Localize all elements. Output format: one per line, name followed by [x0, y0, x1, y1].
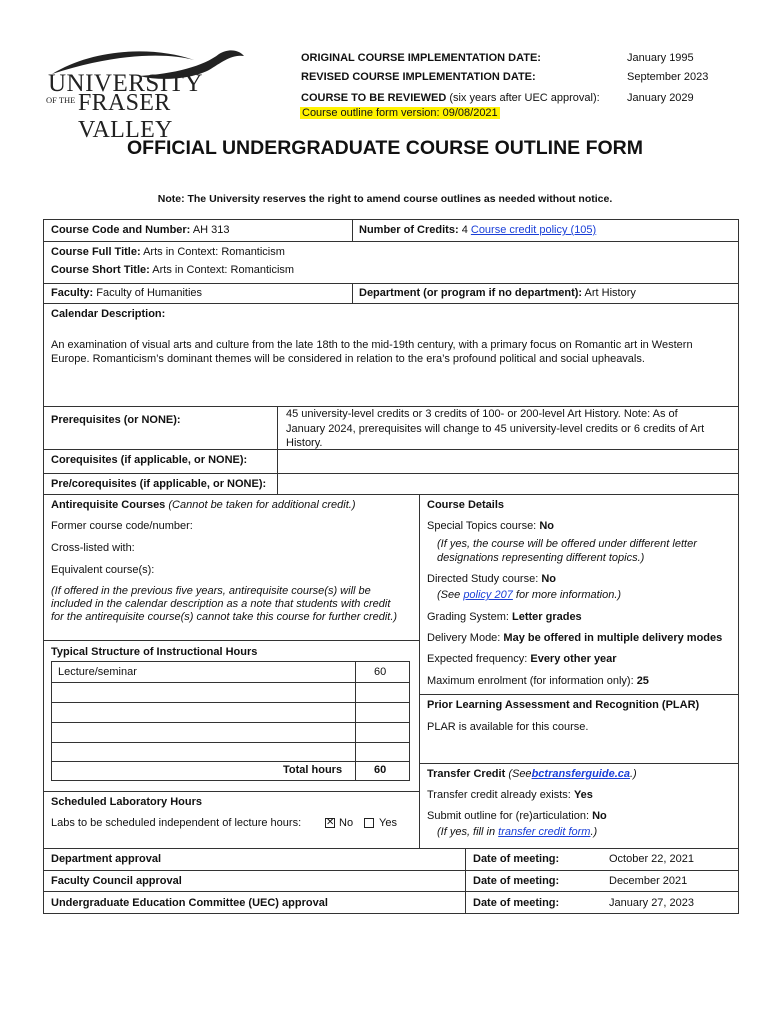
lab-no-checkbox[interactable]: ✕ [326, 817, 335, 828]
enrolment-value: 25 [636, 675, 649, 687]
transfer-exists-label: Transfer credit already exists: [427, 789, 571, 801]
approval-date-label: Date of meeting: [473, 897, 560, 909]
prereq-line2: January 2024, prerequisites will change to 45 university-level credits or 6 credits of Art [286, 423, 705, 435]
directed-study-label: Directed Study course: [427, 573, 539, 585]
antireq-row [51, 499, 355, 511]
lab-question: Labs to be scheduled independent of lecture hours: [51, 817, 302, 829]
prereq-line1: 45 university-level credits or 3 credits of 100- or 200-level Art History. Note: As of [286, 408, 678, 420]
hours-table [51, 661, 410, 781]
details-label: Course Details [427, 499, 505, 511]
original-date-value: January 1995 [627, 52, 694, 64]
department-label: Department (or program if no department): [359, 287, 583, 299]
enrolment-row [427, 675, 649, 687]
department-value: Art History [584, 287, 636, 299]
submit-outline-label: Submit outline for (re)articulation: [427, 810, 590, 822]
revised-date-value: September 2023 [627, 71, 709, 83]
calendar-text-line1: An examination of visual arts and culture from the late 18th to the mid-19th century, with a primary focus on Romantic art in Western [51, 339, 693, 351]
review-date-note: (six years after UEC approval): [449, 92, 600, 104]
bctransferguide-link[interactable]: bctransferguide.ca [531, 768, 630, 780]
full-title-value: Arts in Context: Romanticism [143, 246, 285, 258]
short-title-row [51, 264, 294, 276]
calendar-text-line2: Europe. Romanticism’s dominant themes will be considered in relation to the era’s profound political and social upheavals. [51, 353, 645, 365]
plar-label: Prior Learning Assessment and Recognition (PLAR) [427, 699, 700, 711]
hours-label: Typical Structure of Instructional Hours [51, 646, 258, 658]
hours-row-type: Lecture/seminar [58, 666, 137, 678]
transfer-credit-form-link[interactable]: transfer credit form [498, 826, 591, 838]
policy-207-link[interactable]: policy 207 [463, 589, 513, 601]
amend-note: Note: The University reserves the right to amend course outlines as needed without notice. [157, 193, 613, 205]
grading-value: Letter grades [511, 611, 582, 623]
antireq-note: (Cannot be taken for additional credit.) [168, 499, 356, 511]
prereq-line3: History. [286, 437, 323, 449]
delivery-row [427, 632, 722, 644]
credits-label: Number of Credits: [359, 224, 459, 236]
approval-name: Undergraduate Education Committee (UEC) approval [51, 897, 328, 909]
course-code-label: Course Code and Number: [51, 224, 191, 236]
special-topics-value: No [539, 520, 554, 532]
approval-name: Faculty Council approval [51, 875, 182, 887]
directed-note: (See policy 207 for more information.) [437, 589, 622, 601]
delivery-value: May be offered in multiple delivery modes [503, 632, 723, 644]
special-note-line1: (If yes, the course will be offered under different letter [437, 538, 697, 550]
review-date-row [301, 92, 600, 104]
credits-row [359, 224, 596, 236]
precoreq-label: Pre/corequisites (if applicable, or NONE): [51, 478, 267, 490]
submit-outline-row [427, 810, 607, 822]
lab-yes-checkbox[interactable] [364, 818, 374, 828]
antireq-italic-line1: (If offered in the previous five years, antirequisite course(s) will be [51, 585, 371, 597]
grading-label: Grading System: [427, 611, 509, 623]
transfer-exists-row [427, 789, 593, 801]
department-row [359, 287, 636, 299]
lab-label: Scheduled Laboratory Hours [51, 796, 202, 808]
course-code-row [51, 224, 230, 236]
lab-no-label: No [339, 817, 354, 829]
revised-date-label: REVISED COURSE IMPLEMENTATION DATE: [301, 71, 536, 83]
lab-yes-label: Yes [379, 817, 397, 829]
special-note-line2: designations representing different topics.) [437, 552, 645, 564]
credits-value: 4 [461, 224, 468, 236]
full-title-label: Course Full Title: [51, 246, 141, 258]
transfer-form-note: (If yes, fill in transfer credit form.) [437, 826, 598, 838]
prereq-label: Prerequisites (or NONE): [51, 414, 181, 426]
equivalent-label: Equivalent course(s): [51, 564, 155, 576]
antireq-italic-line2: included in the calendar description as a note that students with credit [51, 598, 391, 610]
total-hours-label: Total hours [283, 764, 343, 776]
short-title-label: Course Short Title: [51, 264, 150, 276]
hours-row-value: 60 [374, 666, 387, 678]
logo-text-fraser-valley: FRASER VALLEY [78, 90, 173, 143]
former-code-label: Former course code/number: [51, 520, 193, 532]
faculty-label: Faculty: [51, 287, 94, 299]
transfer-row: Transfer Credit (Seebctransferguide.ca.) [427, 768, 637, 780]
antireq-label: Antirequisite Courses [51, 499, 166, 511]
course-outline-form [43, 219, 739, 914]
short-title-value: Arts in Context: Romanticism [152, 264, 295, 276]
calendar-label: Calendar Description: [51, 308, 166, 320]
credit-policy-link[interactable]: Course credit policy (105) [470, 224, 597, 236]
approval-date-label: Date of meeting: [473, 853, 560, 865]
approval-date-label: Date of meeting: [473, 875, 560, 887]
page-title: OFFICIAL UNDERGRADUATE COURSE OUTLINE FORM [126, 137, 644, 159]
faculty-value: Faculty of Humanities [96, 287, 203, 299]
submit-outline-value: No [592, 810, 607, 822]
plar-text: PLAR is available for this course. [427, 721, 589, 733]
review-date-label: COURSE TO BE REVIEWED [301, 92, 447, 104]
special-topics-row [427, 520, 554, 532]
approval-name: Department approval [51, 853, 162, 865]
faculty-row [51, 287, 202, 299]
original-date-label: ORIGINAL COURSE IMPLEMENTATION DATE: [301, 52, 541, 64]
course-code-value: AH 313 [192, 224, 230, 236]
frequency-row [427, 653, 617, 665]
antireq-italic-line3: for the antirequisite course(s) cannot take this course for further credit.) [51, 611, 398, 623]
coreq-label: Corequisites (if applicable, or NONE): [51, 454, 248, 466]
directed-study-value: No [541, 573, 557, 585]
frequency-label: Expected frequency: [427, 653, 528, 665]
approval-date: January 27, 2023 [609, 897, 695, 909]
frequency-value: Every other year [530, 653, 617, 665]
review-date-value: January 2029 [627, 92, 694, 104]
delivery-label: Delivery Mode: [427, 632, 501, 644]
approval-date: December 2021 [609, 875, 688, 887]
form-version: Course outline form version: 09/08/2021 [302, 107, 498, 119]
logo-text-university: UNIVERSITY [48, 70, 203, 97]
transfer-exists-value: Yes [573, 789, 593, 801]
grading-row [427, 611, 582, 623]
special-topics-label: Special Topics course: [427, 520, 537, 532]
logo-text-of-the: OF THE [46, 95, 76, 105]
enrolment-label: Maximum enrolment (for information only): [427, 675, 634, 687]
directed-study-row [427, 573, 556, 585]
full-title-row [51, 246, 285, 258]
crosslisted-label: Cross-listed with: [51, 542, 135, 554]
university-logo [44, 46, 249, 143]
approval-date: October 22, 2021 [609, 853, 695, 865]
transfer-label: Transfer Credit [427, 768, 506, 780]
total-hours-value: 60 [374, 764, 387, 776]
